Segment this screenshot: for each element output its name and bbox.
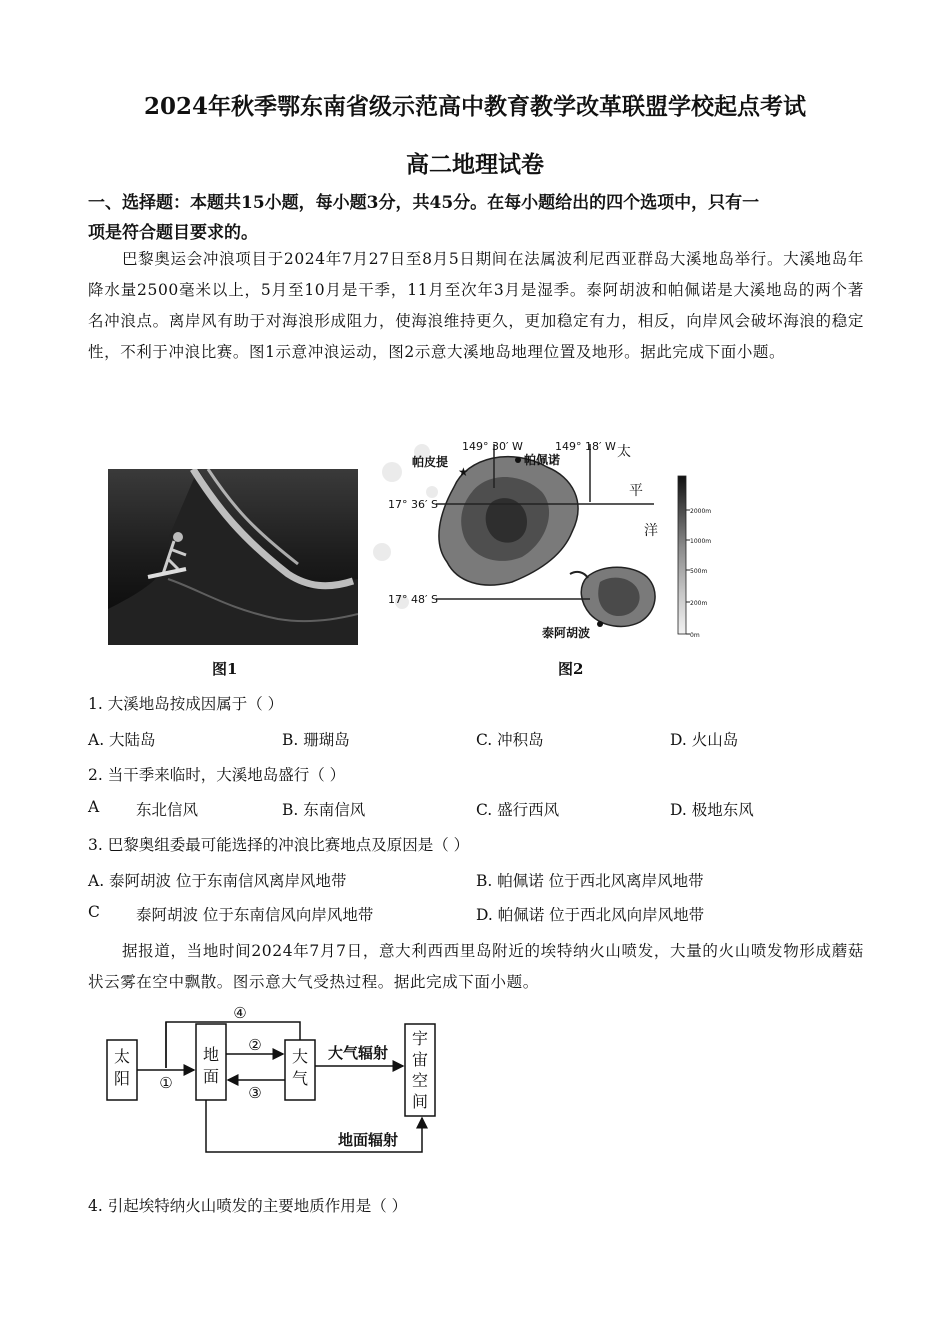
q2-option-b[interactable]: B. 东南信风 bbox=[282, 801, 366, 819]
elevation-legend-bar bbox=[678, 476, 686, 634]
legend-label-1000: 1000m bbox=[690, 538, 712, 545]
q3-option-d[interactable]: D. 帕佩诺 位于西北风向岸风地带 bbox=[476, 906, 705, 924]
map-lat-bottom: 17° 48′ S bbox=[388, 593, 438, 606]
exam-title: 2024年秋季鄂东南省级示范高中教育教学改革联盟学校起点考试 bbox=[143, 93, 806, 120]
map-lat-top: 17° 36′ S bbox=[388, 498, 438, 511]
section-heading-line2: 项是符合题目要求的。 bbox=[88, 223, 258, 243]
atmosphere-char-2: 气 bbox=[291, 1069, 309, 1088]
q2-option-a-text[interactable]: 东北信风 bbox=[136, 801, 199, 819]
space-char-3: 空 bbox=[411, 1071, 429, 1090]
q2-option-c[interactable]: C. 盛行西风 bbox=[476, 801, 560, 819]
star-icon: ★ bbox=[458, 465, 469, 479]
figure2-map bbox=[362, 432, 720, 646]
question-1-stem: 1. 大溪地岛按成因属于（ ） bbox=[88, 695, 284, 713]
ground-char-1: 地 bbox=[202, 1045, 220, 1064]
legend-label-500: 500m bbox=[690, 568, 708, 575]
q2-option-d[interactable]: D. 极地东风 bbox=[670, 801, 754, 819]
question-2-stem: 2. 当干季来临时，大溪地岛盛行（ ） bbox=[88, 766, 346, 784]
space-char-2: 宙 bbox=[411, 1050, 429, 1069]
ground-radiation-label: 地面辐射 bbox=[337, 1131, 399, 1149]
ocean-char-1: 太 bbox=[617, 444, 631, 460]
ocean-char-2: 平 bbox=[629, 483, 643, 499]
sun-char-1: 太 bbox=[113, 1047, 131, 1066]
atmosphere-radiation-label: 大气辐射 bbox=[327, 1044, 389, 1062]
mark-1: ① bbox=[159, 1074, 173, 1092]
map-dot-papenoo bbox=[515, 457, 521, 463]
ground-char-2: 面 bbox=[202, 1067, 220, 1086]
map-label-papenoo: 帕佩诺 bbox=[524, 453, 561, 467]
passage-1: 巴黎奥运会冲浪项目于2024年7月27日至8月5日期间在法属波利尼西亚群岛大溪地岛举行。大溪地岛年降水量2500毫米以上，5月至10月是干季，11月至次年3月是湿季。泰阿胡波和帕佩诺是大溪地岛的两个著名冲浪点。离岸风有助于对海浪形成阻力，使海浪维持更久，更加稳定有力，相反，向岸风会破坏海浪的稳定性，不利于冲浪比赛。图1示意冲浪运动，图2示意大溪地岛地理位置及地形。据此完成下面小题。 bbox=[88, 250, 864, 361]
mark-2: ② bbox=[248, 1036, 262, 1054]
sun-char-2: 阳 bbox=[113, 1069, 131, 1088]
space-char-4: 间 bbox=[411, 1092, 429, 1111]
passage-2: 据报道，当地时间2024年7月7日，意大利西西里岛附近的埃特纳火山喷发，大量的火山喷发物形成蘑菇状云雾在空中飘散。图示意大气受热过程。据此完成下面小题。 bbox=[88, 942, 864, 991]
q2-option-a-letter[interactable]: A bbox=[88, 798, 100, 816]
space-char-1: 宇 bbox=[411, 1029, 429, 1048]
section-heading bbox=[88, 188, 868, 248]
map-label-teahupoo: 泰阿胡波 bbox=[542, 626, 591, 640]
q1-option-a[interactable]: A. 大陆岛 bbox=[88, 731, 156, 749]
q1-option-b[interactable]: B. 珊瑚岛 bbox=[282, 731, 350, 749]
figure2-caption: 图2 bbox=[558, 660, 584, 678]
q1-option-d[interactable]: D. 火山岛 bbox=[670, 731, 739, 749]
exam-subtitle: 高二地理试卷 bbox=[406, 151, 544, 178]
section-heading-line1: 一、选择题：本题共15小题，每小题3分，共45分。在每小题给出的四个选项中，只有一 bbox=[88, 193, 760, 213]
legend-label-2000: 2000m bbox=[690, 508, 712, 515]
ocean-char-3: 洋 bbox=[644, 523, 658, 539]
q3-option-b[interactable]: B. 帕佩诺 位于西北风离岸风地带 bbox=[476, 872, 704, 890]
question-3-stem: 3. 巴黎奥组委最可能选择的冲浪比赛地点及原因是（ ） bbox=[88, 836, 470, 854]
figure1-caption: 图1 bbox=[212, 660, 238, 678]
mark-3: ③ bbox=[248, 1084, 262, 1102]
q3-option-c-text[interactable]: 泰阿胡波 位于东南信风向岸风地带 bbox=[136, 906, 374, 924]
map-lon-right: 149° 18′ W bbox=[555, 440, 616, 453]
q3-option-a[interactable]: A. 泰阿胡波 位于东南信风离岸风地带 bbox=[88, 872, 347, 890]
atmosphere-char-1: 大 bbox=[291, 1047, 309, 1066]
mark-4: ④ bbox=[233, 1004, 247, 1022]
map-label-papeete: 帕皮提 bbox=[412, 455, 449, 469]
map-dot-teahupoo bbox=[597, 621, 603, 627]
legend-label-200: 200m bbox=[690, 600, 708, 607]
legend-label-0: 0m bbox=[690, 632, 700, 639]
map-lon-left: 149° 30′ W bbox=[462, 440, 523, 453]
q3-option-c-letter[interactable]: C bbox=[88, 903, 100, 921]
atmosphere-heating-diagram bbox=[100, 1004, 445, 1164]
q1-option-c[interactable]: C. 冲积岛 bbox=[476, 731, 544, 749]
figure1-surf-photo bbox=[108, 469, 358, 645]
question-4-stem: 4. 引起埃特纳火山喷发的主要地质作用是（ ） bbox=[88, 1197, 408, 1215]
